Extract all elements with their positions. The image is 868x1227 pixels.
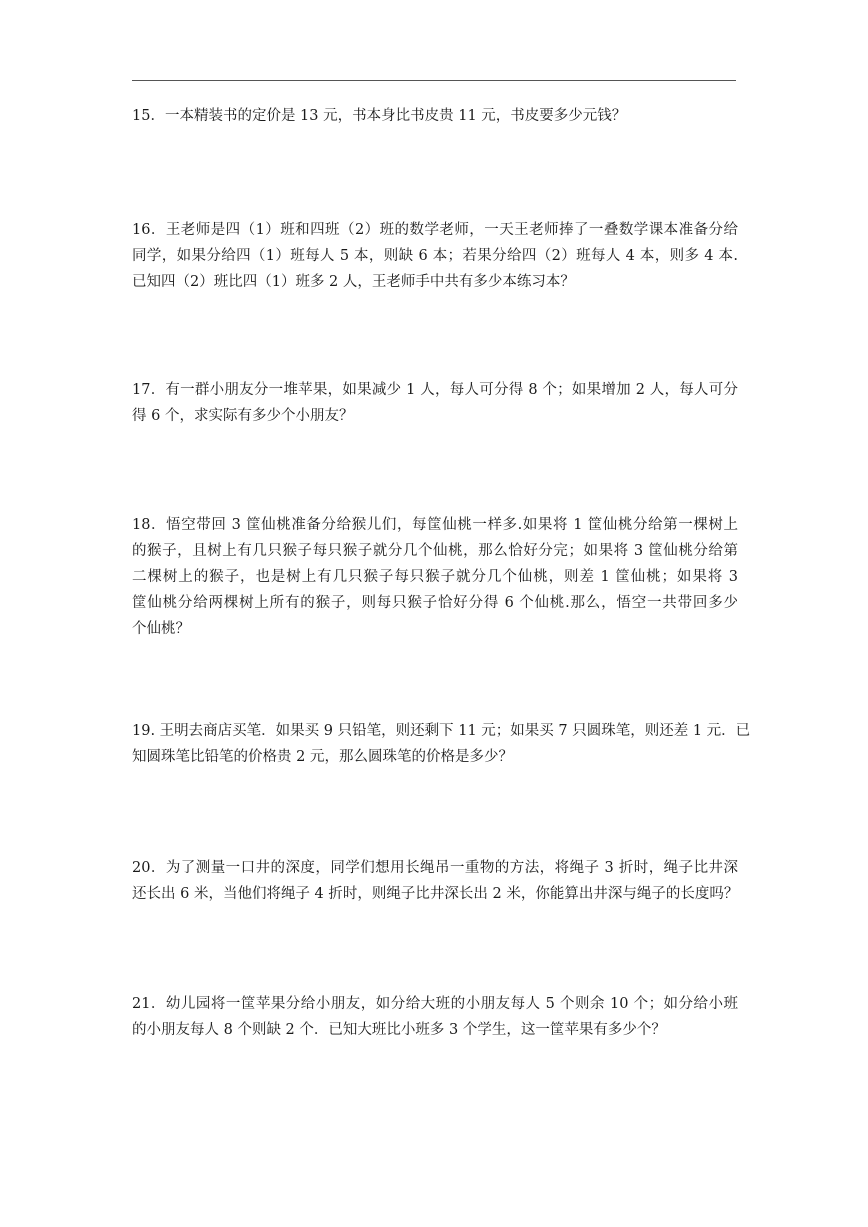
question-line: 19. 王明去商店买笔．如果买 9 只铅笔，则还剩下 11 元；如果买 7 只圆珠笔，则还差 1 元．已 (132, 723, 751, 739)
question-line: 得 6 个，求实际有多少个小朋友？ (132, 408, 354, 424)
question-line: 筐仙桃分给两棵树上所有的猴子，则每只猴子恰好分得 6 个仙桃.那么，悟空一共带回多少 (132, 595, 738, 611)
question-21 (132, 991, 738, 1043)
question-18 (132, 512, 738, 642)
question-line: 21．幼儿园将一筐苹果分给小朋友，如分给大班的小朋友每人 5 个则余 10 个；如分给小班 (132, 996, 738, 1012)
question-16 (132, 217, 738, 295)
question-line: 的猴子，且树上有几只猴子每只猴子就分几个仙桃，那么恰好分完；如果将 3 筐仙桃分给第 (132, 543, 738, 559)
question-line: 个仙桃？ (132, 621, 190, 637)
question-15 (132, 103, 738, 129)
question-line: 16．王老师是四（1）班和四班（2）班的数学老师，一天王老师捧了一叠数学课本准备分给 (132, 222, 738, 238)
question-line: 17．有一群小朋友分一堆苹果，如果减少 1 人，每人可分得 8 个；如果增加 2 人，每人可分 (132, 382, 738, 398)
question-line: 18．悟空带回 3 筐仙桃准备分给猴儿们，每筐仙桃一样多.如果将 1 筐仙桃分给第一棵树上 (132, 517, 738, 533)
question-19 (132, 718, 751, 770)
question-line: 还长出 6 米，当他们将绳子 4 折时，则绳子比井深长出 2 米，你能算出井深与绳子的长度吗？ (132, 886, 739, 902)
question-line: 同学，如果分给四（1）班每人 5 本，则缺 6 本；若果分给四（2）班每人 4 本，则多 4 本. (132, 248, 738, 264)
question-line: 15．一本精装书的定价是 13 元，书本身比书皮贵 11 元，书皮要多少元钱？ (132, 108, 627, 124)
question-17 (132, 377, 738, 429)
question-line: 的小朋友每人 8 个则缺 2 个．已知大班比小班多 3 个学生，这一筐苹果有多少个？ (132, 1022, 666, 1038)
question-line: 知圆珠笔比铅笔的价格贵 2 元，那么圆珠笔的价格是多少？ (132, 749, 513, 765)
header-rule (132, 80, 736, 81)
question-line: 20．为了测量一口井的深度，同学们想用长绳吊一重物的方法，将绳子 3 折时，绳子比井深 (132, 860, 738, 876)
question-line: 二棵树上的猴子，也是树上有几只猴子每只猴子就分几个仙桃，则差 1 筐仙桃；如果将 3 (132, 569, 738, 585)
question-line: 已知四（2）班比四（1）班多 2 人，王老师手中共有多少本练习本？ (132, 274, 575, 290)
question-20 (132, 855, 738, 907)
